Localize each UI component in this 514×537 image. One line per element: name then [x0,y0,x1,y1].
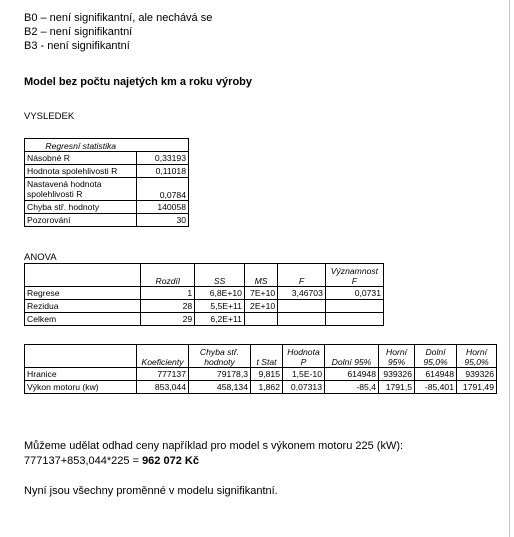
anova-header-row [25,264,384,287]
table-row [25,178,189,201]
coef-header: Dolní 95% [325,345,379,368]
coef-cell: 79178,3 [189,368,251,381]
regression-label: Hodnota spolehlivosti R [25,165,137,178]
anova-header: Významnost F [325,264,383,287]
anova-cell: 2E+10 [244,300,277,313]
anova-cell: Rezidua [25,300,141,313]
table-row [25,214,189,227]
coef-cell: -85,401 [415,381,457,394]
coefficients-header-row [25,345,497,368]
anova-cell [325,313,383,326]
anova-header: F [278,264,326,287]
page-edge [509,0,510,537]
result-label: VYSLEDEK [24,111,75,122]
intro-line-2: B2 – není signifikantní [24,26,133,38]
intro-line-1: B0 – není signifikantní, ale nechává se [24,12,213,24]
coef-cell: 853,044 [137,381,189,394]
coef-header: Horní 95% [379,345,415,368]
table-row [25,287,384,300]
anova-header [25,264,141,287]
regression-label: Chyba stř. hodnoty [25,201,137,214]
anova-cell [244,313,277,326]
regression-label: Násobné R [25,152,137,165]
regression-title-row [25,139,189,152]
table-row [25,300,384,313]
coef-cell: 1791,5 [379,381,415,394]
conclusion-line-1: Můžeme udělat odhad ceny například pro model s výkonem motoru 225 (kW): [24,440,404,452]
coef-cell: 458,134 [189,381,251,394]
regression-label: Pozorování [25,214,137,227]
anova-cell: 7E+10 [244,287,277,300]
coef-header: Horní 95,0% [457,345,497,368]
coef-header: Chyba stř. hodnoty [189,345,251,368]
coef-cell: 1,862 [251,381,283,394]
coef-cell: 614948 [415,368,457,381]
anova-table [24,263,384,326]
regression-value: 0,11018 [137,165,189,178]
regression-table [24,138,189,227]
coef-cell: 1,5E-10 [283,368,325,381]
anova-cell: 28 [141,300,195,313]
anova-header: MS [244,264,277,287]
regression-title: Regresní statistika [25,139,137,152]
anova-cell: 6,2E+11 [195,313,245,326]
coef-cell: 939326 [457,368,497,381]
coef-cell: 614948 [325,368,379,381]
anova-label: ANOVA [24,252,57,263]
anova-header: SS [195,264,245,287]
table-row [25,381,497,394]
anova-cell: 5,5E+11 [195,300,245,313]
regression-value: 30 [137,214,189,227]
coef-cell: 939326 [379,368,415,381]
coef-header: Koeficienty [137,345,189,368]
regression-value: 0,0784 [137,178,189,201]
regression-label: Nastavená hodnota spolehlivosti R [25,178,137,201]
coef-header: Dolní 95,0% [415,345,457,368]
coef-cell: 9,815 [251,368,283,381]
table-row [25,152,189,165]
anova-cell: 1 [141,287,195,300]
coef-header [25,345,137,368]
anova-cell: 0,0731 [325,287,383,300]
anova-cell: Celkem [25,313,141,326]
coef-cell: Výkon motoru (kw) [25,381,137,394]
coef-cell: -85,4 [325,381,379,394]
anova-cell [278,300,326,313]
anova-cell: 3,46703 [278,287,326,300]
coef-cell: 777137 [137,368,189,381]
intro-line-3: B3 - není signifikantní [24,40,130,52]
anova-header: Rozdíl [141,264,195,287]
model-title: Model bez počtu najetých km a roku výroby [24,76,252,88]
conclusion-result: 962 072 Kč [142,455,199,467]
anova-cell: 6,8E+10 [195,287,245,300]
table-row [25,201,189,214]
conclusion-formula: 777137+853,044*225 = [24,455,143,467]
anova-cell: Regrese [25,287,141,300]
table-row [25,313,384,326]
anova-cell [325,300,383,313]
anova-cell: 29 [141,313,195,326]
regression-value: 0,33193 [137,152,189,165]
table-row [25,165,189,178]
coefficients-table [24,344,497,394]
anova-cell [278,313,326,326]
coef-cell: Hranice [25,368,137,381]
coef-cell: 0,07313 [283,381,325,394]
coef-cell: 1791,49 [457,381,497,394]
conclusion-line-2: Nyní jsou všechny proměnné v modelu signifikantní. [24,485,278,497]
conclusion-formula-line [24,455,199,468]
regression-value: 140058 [137,201,189,214]
coef-header: Hodnota P [283,345,325,368]
table-row [25,368,497,381]
coef-header: t Stat [251,345,283,368]
